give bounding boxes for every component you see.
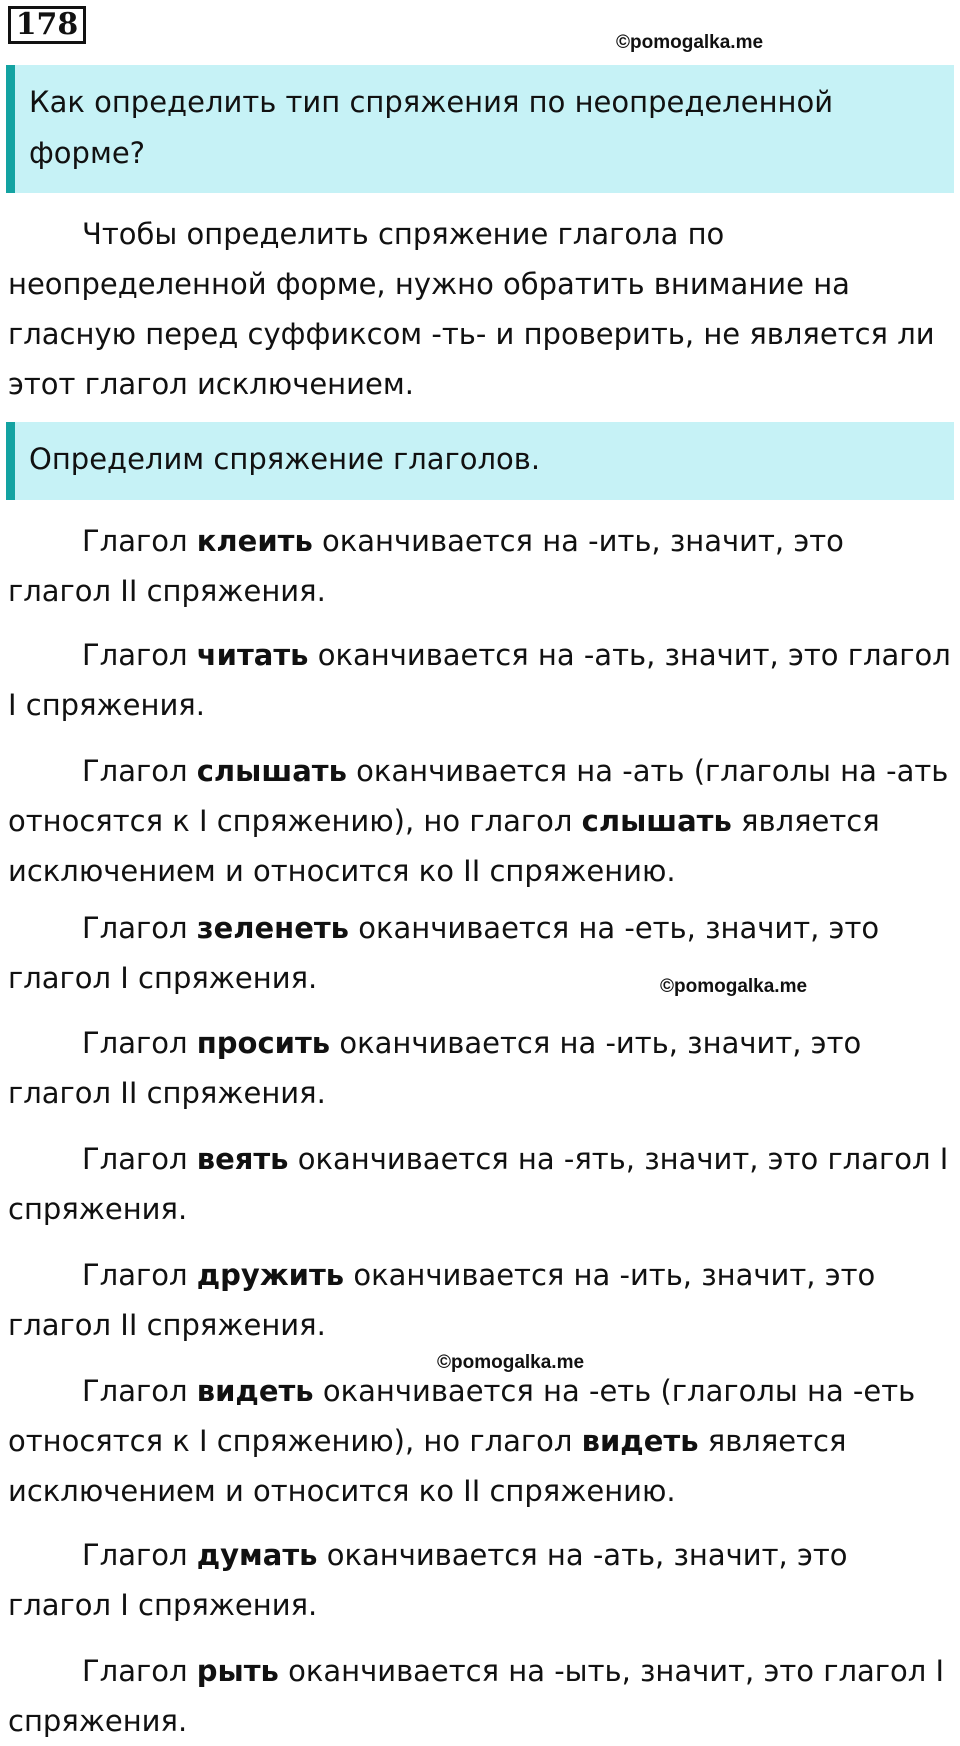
verb-paragraph: Глагол рыть оканчивается на -ыть, значит, это глагол I спряжения. <box>8 1654 945 1738</box>
verb-paragraph: Глагол думать оканчивается на -ать, значит, это глагол I спряжения. <box>8 1538 848 1622</box>
watermark: ©pomogalka.me <box>437 1352 585 1373</box>
verb-paragraph: Глагол дружить оканчивается на -ить, значит, это глагол II спряжения. <box>8 1258 876 1342</box>
verb-paragraph: Глагол зеленеть оканчивается на -еть, значит, это глагол I спряжения. <box>8 911 880 995</box>
verb-paragraph: Глагол клеить оканчивается на -ить, значит, это глагол II спряжения. <box>8 524 844 608</box>
answer-paragraph: Чтобы определить спряжение глагола по неопределенной форме, нужно обратить внимание на гласную перед суффиксом -ть- и проверить, не является ли этот глагол исключением. <box>8 217 935 401</box>
verb-word: видеть <box>196 1374 314 1408</box>
verb-word: зеленеть <box>196 911 350 945</box>
verb-word: читать <box>196 638 309 672</box>
question-callout <box>6 65 954 193</box>
verb-paragraph: Глагол читать оканчивается на -ать, значит, это глагол I спряжения. <box>8 638 951 722</box>
task-number: 178 <box>8 6 86 44</box>
watermark: ©pomogalka.me <box>616 32 764 53</box>
verb-word: рыть <box>196 1654 279 1688</box>
verb-paragraph: Глагол веять оканчивается на -ять, значит, это глагол I спряжения. <box>8 1142 949 1226</box>
watermark: ©pomogalka.me <box>660 976 808 997</box>
verb-word: веять <box>196 1142 289 1176</box>
verb-word: видеть <box>581 1424 699 1458</box>
verb-word: думать <box>196 1538 318 1572</box>
question-text: Как определить тип спряжения по неопределенной форме? <box>29 85 834 170</box>
verb-paragraph: Глагол просить оканчивается на -ить, значит, это глагол II спряжения. <box>8 1026 862 1110</box>
verb-word: клеить <box>196 524 313 558</box>
verb-paragraph: Глагол видеть оканчивается на -еть (глаголы на -еть относятся к I спряжению), но глагол видеть является исключением и относится ко II спряжению. <box>8 1374 916 1508</box>
verb-word: слышать <box>581 804 732 838</box>
verb-paragraph: Глагол слышать оканчивается на -ать (глаголы на -ать относятся к I спряжению), но глагол слышать является исключением и относится ко II спряжению. <box>8 754 949 888</box>
verb-word: дружить <box>196 1258 345 1292</box>
verb-word: слышать <box>196 754 347 788</box>
task-heading-callout <box>6 422 954 500</box>
task-heading-text: Определим спряжение глаголов. <box>29 442 541 476</box>
verb-word: просить <box>196 1026 331 1060</box>
